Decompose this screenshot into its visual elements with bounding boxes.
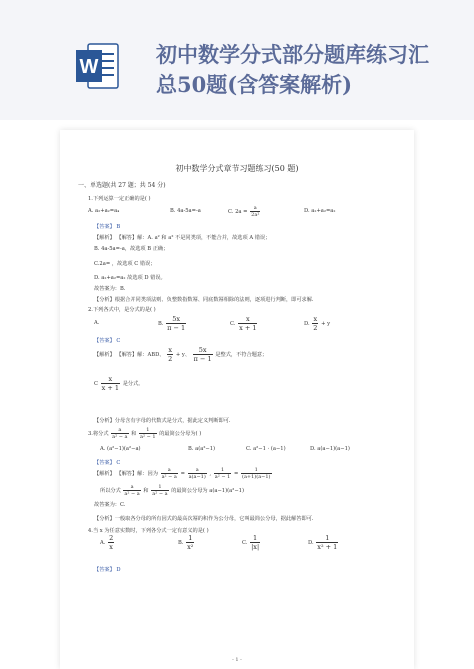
q2-stem: 2.下列各式中，是分式的是( )	[88, 307, 156, 313]
q3-stem: 3.将分式 $\frac{a}{\text{a² − a}}$ 和 $\frac{1}{\text{a² − 1}}$ 的最简公分母为( )	[88, 427, 202, 440]
page-number: - 1 -	[232, 657, 242, 663]
q1-option-a: A. a₂+a₂=a₄	[88, 208, 120, 214]
q4-stem: 4.当 x 为任意实数时，下列各分式一定有意义的是( )	[88, 528, 209, 534]
q3-analysis-2: 所以分式 $\frac{a}{\text{a² − a}}$ 和 $\frac{1}{\text{a² − a}}$ 的最简公分母为 a(a−1)(a²−1)	[100, 484, 244, 497]
q1-analysis-1: 【解析】 【解答】解：A. a² 和 a² 不是同类项，不能合并，故选项 A 错误；	[94, 235, 271, 241]
q1-option-d: D. a₂+a₂=a₂	[304, 208, 336, 214]
q1-answer: 【答案】 B	[94, 224, 121, 230]
document-page	[60, 130, 414, 669]
q2-option-d: D. $\frac{x}{2}$ + y	[304, 315, 331, 332]
q1-analysis-2: B. 4a-5a=-a，故选项 B 正确；	[94, 246, 169, 252]
q3-conclusion: 故答案为：C.	[94, 502, 126, 508]
q3-answer: 【答案】 C	[94, 460, 121, 466]
q3-analysis-1: 【解析】 【解答】解：因为 $\frac{a}{\text{a² − a}}$ = $\frac{a}{a(a-1)}$ , $\frac{1}{\text{a² − 1}}$ = $\frac{1}{(a+1)(a-1)}$	[94, 467, 271, 480]
q1-fenxi: 【分析】根据合并同类项法则、负整数指数幂、同底数幂相除的法则，逐项进行判断，即可求解.	[94, 297, 314, 303]
q1-option-c: C. 2a = $\frac{a}{\text{2a²}}$	[228, 205, 260, 218]
q1-analysis-4: D. a₂+a₂=a₂ 故选项 D 错误。	[94, 275, 166, 281]
banner-title-line1: 初中数学分式部分题库练习汇	[156, 42, 429, 67]
q1-option-c-fraction: $\frac{a}{\text{2a²}}$	[251, 205, 260, 218]
q3-fenxi: 【分析】一般取各分母的所有因式的最高次幂的积作为公分母，它叫最简公分母，据此解答即可.	[94, 516, 314, 522]
q2-analysis-c: C $\frac{x}{x + 1}$ 是分式。	[94, 375, 144, 392]
header-banner	[0, 0, 474, 120]
q4-answer: 【答案】 D	[94, 567, 121, 573]
q2-fenxi: 【分析】分母含有字母的代数式是分式，据此定义判断即可.	[94, 418, 231, 424]
banner-title-line2: 总50题(含答案解析)	[156, 72, 353, 97]
q2-option-b: B. $\frac{5x}{\pi - 1}$	[158, 315, 186, 332]
document-title: 初中数学分式章节习题练习(50 题)	[175, 164, 299, 173]
q4-option-b: B. $\frac{1}{\text{x²}}$	[178, 534, 194, 551]
q1-stem: 1.下列运算一定正确的是( )	[88, 196, 151, 202]
word-document-icon	[74, 40, 120, 92]
q4-option-a: A. $\frac{2}{x}$	[100, 534, 114, 551]
q3-option-a: A. (a²−1)(a²−a)	[100, 446, 141, 452]
q1-analysis-3: C.2a= ，故选项 C 错误；	[94, 261, 156, 267]
q2-answer: 【答案】 C	[94, 338, 121, 344]
q3-option-d: D. a(a−1)(a−1)	[310, 446, 350, 452]
q2-analysis-1: 【解析】 【解答】解：ABD、 $\frac{x}{2}$ + y、 $\frac{5x}{\pi - 1}$ 是整式，不符合题意；	[94, 346, 268, 363]
q1-option-b: B. 4a-5a=-a	[170, 208, 201, 214]
banner-title	[156, 40, 456, 100]
q1-conclusion: 故答案为：B.	[94, 286, 126, 292]
q2-option-a: A.	[94, 320, 100, 326]
svg-text:W: W	[79, 56, 99, 78]
section-heading: 一、单选题(共 27 题；共 54 分)	[78, 182, 166, 189]
q4-option-d: D. $\frac{1}{\text{x² + 1}}$	[308, 534, 338, 551]
q3-option-c: C. a²−1 · (a−1)	[246, 446, 286, 452]
q2-option-c: C. $\frac{x}{x + 1}$	[230, 315, 257, 332]
q4-option-c: C. $\frac{1}{|x|}$	[242, 534, 260, 551]
q3-option-b: B. a(a²−1)	[188, 446, 216, 452]
